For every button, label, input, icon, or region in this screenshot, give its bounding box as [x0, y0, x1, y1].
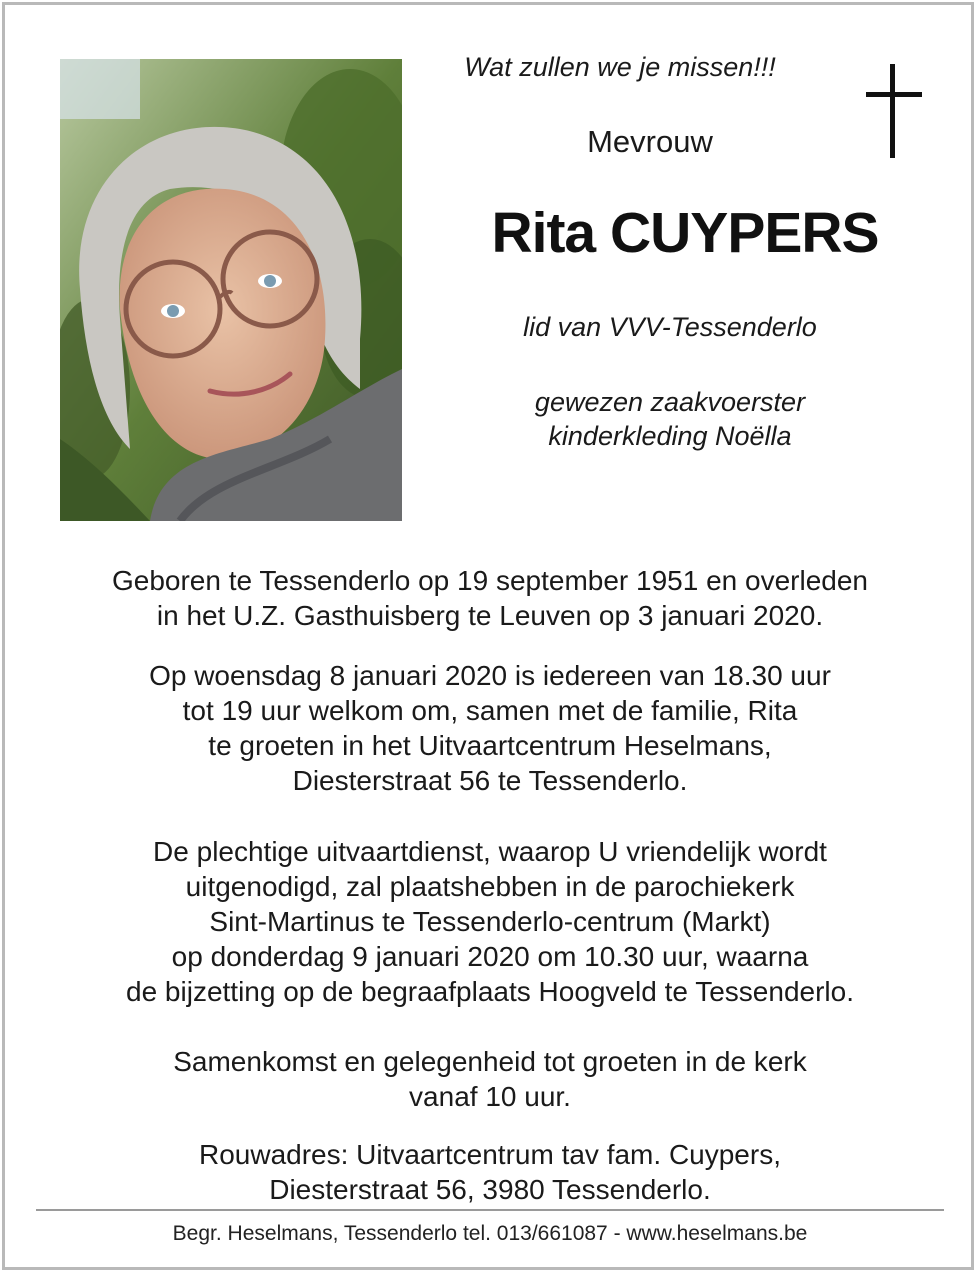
text-line: vanaf 10 uur. — [409, 1081, 571, 1112]
text-line: in het U.Z. Gasthuisberg te Leuven op 3 januari 2020. — [156, 600, 824, 631]
visitation-paragraph — [40, 658, 940, 798]
text-line: Samenkomst en gelegenheid tot groeten in de kerk — [173, 1046, 807, 1077]
text-line: Diesterstraat 56, 3980 Tessenderlo. — [269, 1174, 711, 1205]
text-line: Op woensdag 8 januari 2020 is iedereen van 18.30 uur — [149, 660, 831, 691]
text-line: tot 19 uur welkom om, samen met de familie, Rita — [182, 695, 798, 726]
birth-death-paragraph — [40, 563, 940, 633]
divider — [36, 1209, 944, 1211]
former-occupation-line-1: gewezen zaakvoerster — [534, 387, 806, 417]
honorific-title: Mevrouw — [587, 124, 713, 159]
text-line: Rouwadres: Uitvaartcentrum tav fam. Cuypers, — [199, 1139, 781, 1170]
funeral-service-paragraph — [40, 834, 940, 1009]
former-occupation — [450, 385, 890, 453]
gathering-paragraph — [40, 1044, 940, 1114]
text-line: Geboren te Tessenderlo op 19 september 1951 en overleden — [111, 565, 868, 596]
funeral-home-footer: Begr. Heselmans, Tessenderlo tel. 013/661087 - www.heselmans.be — [172, 1222, 808, 1245]
mourning-address — [40, 1137, 940, 1207]
text-line: te groeten in het Uitvaartcentrum Heselmans, — [208, 730, 772, 761]
portrait-photo — [60, 59, 402, 521]
portrait-illustration — [60, 59, 402, 521]
text-line: Sint-Martinus te Tessenderlo-centrum (Markt) — [209, 906, 771, 937]
text-line: de bijzetting op de begraafplaats Hoogveld te Tessenderlo. — [126, 976, 854, 1007]
text-line: Diesterstraat 56 te Tessenderlo. — [292, 765, 688, 796]
text-line: De plechtige uitvaartdienst, waarop U vriendelijk wordt — [153, 836, 827, 867]
membership-line: lid van VVV-Tessenderlo — [523, 312, 817, 342]
cross-icon — [866, 64, 922, 158]
motto: Wat zullen we je missen!!! — [464, 52, 776, 82]
text-line: uitgenodigd, zal plaatshebben in de parochiekerk — [185, 871, 795, 902]
text-line: op donderdag 9 januari 2020 om 10.30 uur, waarna — [171, 941, 809, 972]
deceased-name: Rita CUYPERS — [491, 201, 879, 265]
former-occupation-line-2: kinderkleding Noëlla — [548, 421, 792, 451]
